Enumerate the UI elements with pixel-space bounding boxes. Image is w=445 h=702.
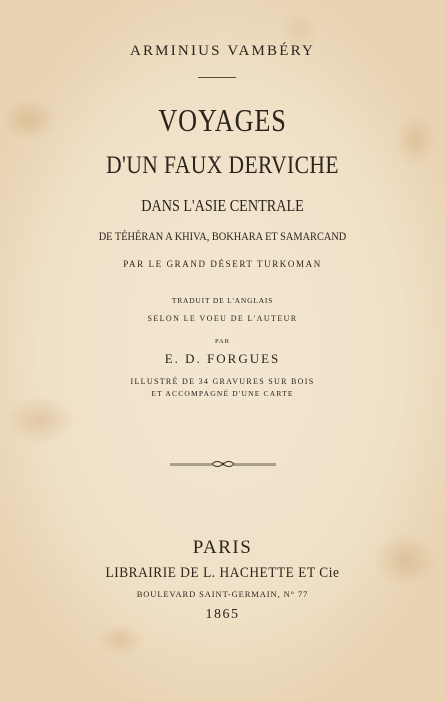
ornamental-rule-icon [168, 458, 278, 470]
imprint-address: BOULEVARD SAINT-GERMAIN, N° 77 [136, 589, 309, 599]
book-title-line-1: VOYAGES [158, 102, 287, 138]
subtitle-line-1: DANS L'ASIE CENTRALE [141, 196, 304, 215]
imprint-city: PARIS [192, 537, 253, 558]
translator-prefix: PAR [214, 338, 231, 345]
illustration-note-line-1: ILLUSTRÉ DE 34 GRAVURES SUR BOIS [130, 377, 315, 386]
translation-note-line-2: SELON LE VOEU DE L'AUTEUR [147, 314, 298, 323]
translation-note-line-1: TRADUIT DE L'ANGLAIS [171, 296, 274, 305]
subtitle-line-3: PAR LE GRAND DÉSERT TURKOMAN [123, 259, 322, 269]
author-name: ARMINIUS VAMBÉRY [129, 43, 316, 59]
imprint-publisher: LIBRAIRIE DE L. HACHETTE ET Cie [105, 565, 340, 581]
illustration-note-line-2: ET ACCOMPAGNÉ D'UNE CARTE [151, 389, 294, 398]
book-title-line-2: D'UN FAUX DERVICHE [106, 152, 339, 179]
author-rule [198, 77, 236, 78]
subtitle-line-2: DE TÉHÉRAN A KHIVA, BOKHARA ET SAMARCAND [98, 231, 347, 243]
translator-name: E. D. FORGUES [164, 351, 281, 366]
imprint-year: 1865 [205, 607, 240, 622]
